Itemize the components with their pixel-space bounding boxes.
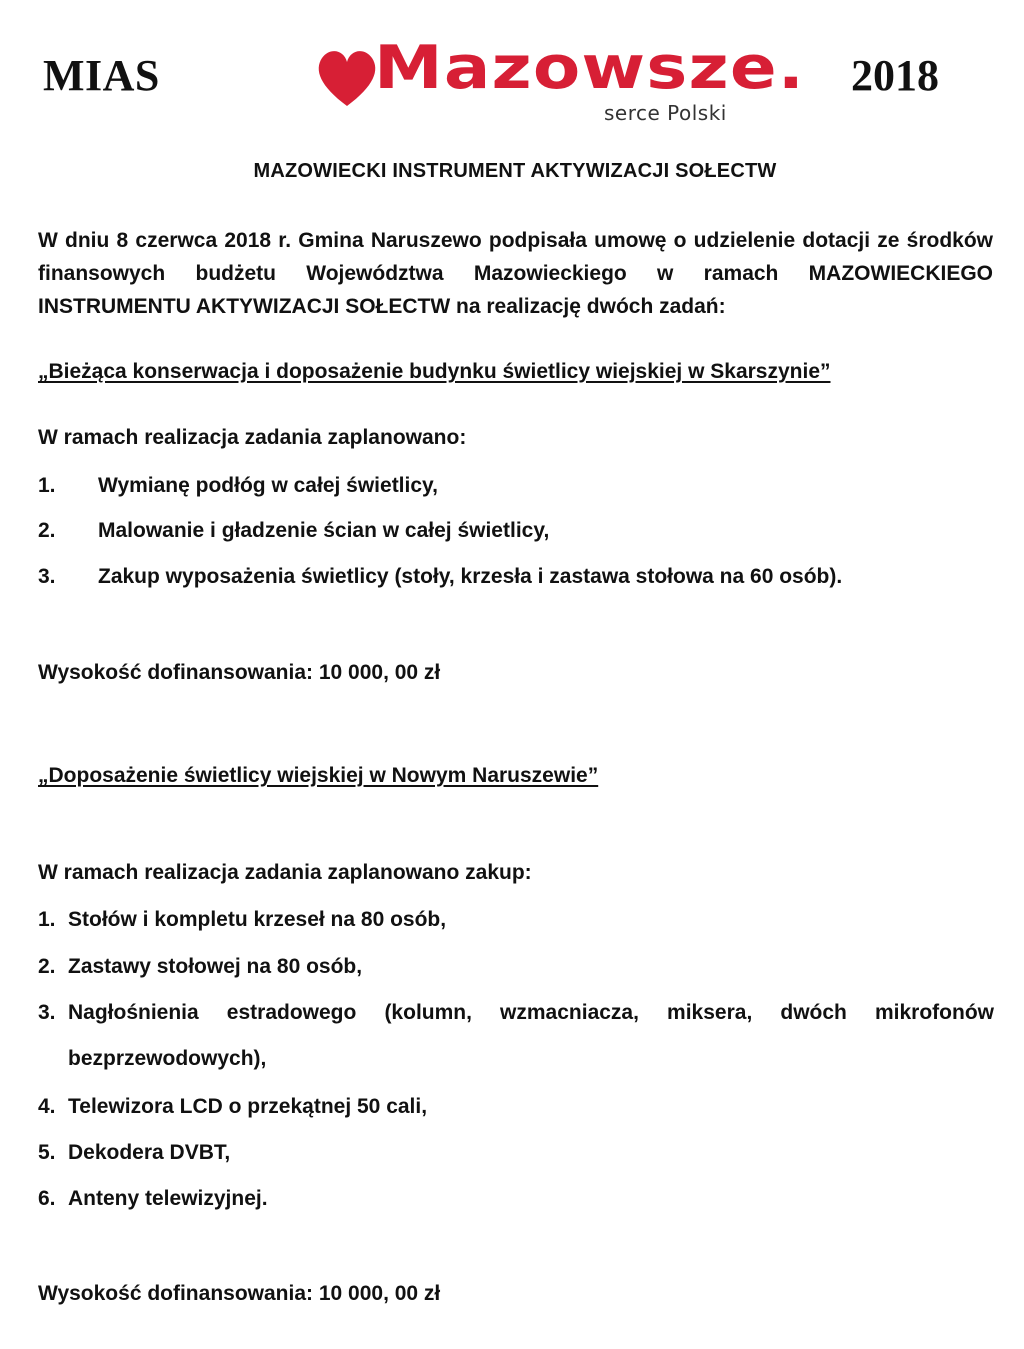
task2-item-number: 2. <box>38 955 56 978</box>
task1-item-number: 3. <box>38 565 56 588</box>
logo-wordmark: Mazowsze. <box>374 33 806 103</box>
task2-lead: W ramach realizacja zadania zaplanowano zakup: <box>38 861 532 884</box>
task2-item-number: 3. <box>38 1001 56 1024</box>
task1-item-number: 2. <box>38 519 56 542</box>
task1-item-number: 1. <box>38 474 56 497</box>
task2-item-text: Nagłośnienia estradowego (kolumn, wzmacniacza, miksera, dwóch mikrofonów bezprzewodowych), <box>68 1001 994 1070</box>
task1-item-text: Wymianę podłóg w całej świetlicy, <box>98 474 438 497</box>
task2-item-text: Dekodera DVBT, <box>68 1141 231 1164</box>
mazowsze-logo <box>312 33 806 126</box>
task1-item-text: Zakup wyposażenia świetlicy (stoły, krzesła i zastawa stołowa na 60 osób). <box>98 565 843 588</box>
task1-title: „Bieżąca konserwacja i doposażenie budynku świetlicy wiejskiej w Skarszynie” <box>38 360 831 383</box>
header-mias: MIAS <box>43 51 160 100</box>
task2-item-text: Telewizora LCD o przekątnej 50 cali, <box>68 1095 428 1118</box>
task1-funding: Wysokość dofinansowania: 10 000, 00 zł <box>38 661 441 684</box>
task2-item-number: 4. <box>38 1095 56 1118</box>
task2-funding: Wysokość dofinansowania: 10 000, 00 zł <box>38 1282 441 1305</box>
task2-item-text: Anteny telewizyjnej. <box>68 1187 268 1210</box>
intro-paragraph: W dniu 8 czerwca 2018 r. Gmina Naruszewo podpisała umowę o udzielenie dotacji ze środków finansowych budżetu Województwa Mazowieckiego w ramach MAZOWIECKIEGO INSTRUMENTU AKTYWIZACJI SOŁECTW na realizację dwóch zadań: <box>38 229 993 318</box>
task2-item-number: 1. <box>38 908 56 931</box>
task2-item-number: 6. <box>38 1187 56 1210</box>
task2-title: „Doposażenie świetlicy wiejskiej w Nowym Naruszewie” <box>38 764 599 787</box>
task2-item-text: Zastawy stołowej na 80 osób, <box>68 955 363 978</box>
task2-item-number: 5. <box>38 1141 56 1164</box>
heart-icon <box>312 44 382 114</box>
header-year: 2018 <box>851 51 939 100</box>
task1-lead: W ramach realizacja zadania zaplanowano: <box>38 426 467 449</box>
page-title: MAZOWIECKI INSTRUMENT AKTYWIZACJI SOŁECTW <box>253 160 777 182</box>
task1-item-text: Malowanie i gładzenie ścian w całej świetlicy, <box>98 519 550 542</box>
logo-tagline: serce Polski <box>604 101 727 125</box>
task2-item-text: Stołów i kompletu krzeseł na 80 osób, <box>68 908 447 931</box>
